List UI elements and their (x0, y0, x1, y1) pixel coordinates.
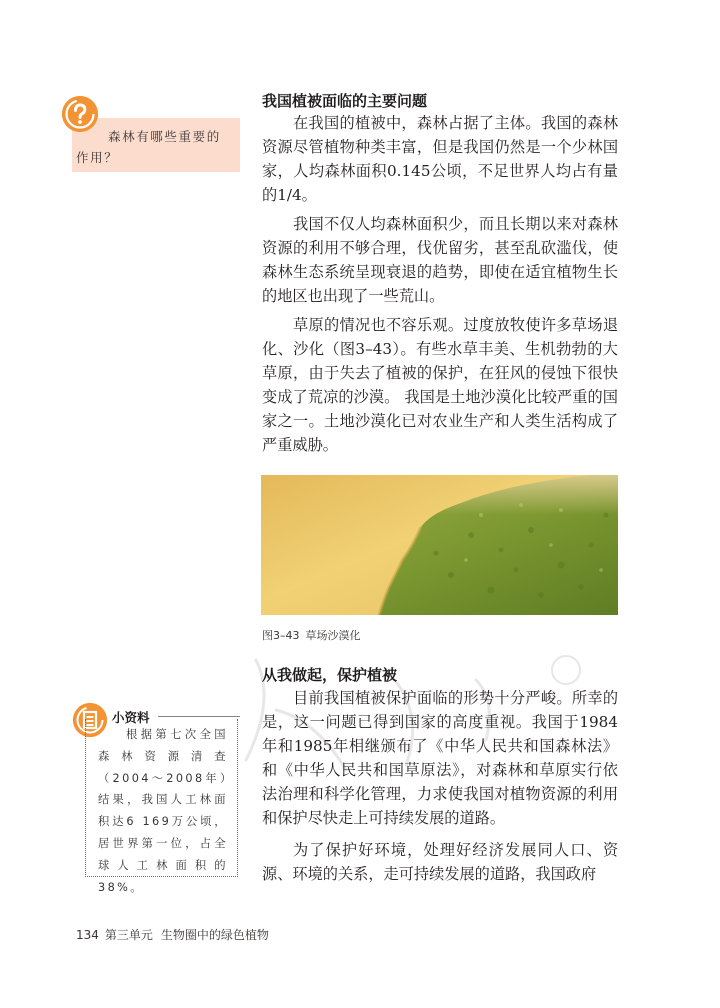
paragraph-protection-laws: 目前我国植被保护面临的形势十分严峻。所幸的是，这一问题已得到国家的高度重视。我国于1984年和1985年相继颁布了《中华人民共和国森林法》和《中华人民共和国草原法》，对森林和草原实行依法治理和科学化管理，力求使我国对植物资源的利用和保护尽快走上可持续发展的道路。 (262, 689, 618, 827)
paragraph-forest-use: 我国不仅人均森林面积少，而且长期以来对森林资源的利用不够合理，伐优留劣，甚至乱砍滥伐，使森林生态系统呈现衰退的趋势，即使在适宜植物生长的地区也出现了一些荒山。 (262, 215, 618, 305)
section-heading-protection: 从我做起，保护植被 (262, 666, 398, 684)
question-line-2: 作用？ (76, 150, 119, 165)
unit-title: 生物圈中的绿色植物 (160, 928, 269, 942)
figure-caption (262, 627, 361, 643)
figure-caption-text: 草场沙漠化 (305, 629, 361, 642)
info-box-text: 根据第七次全国森林资源清查（2004～2008年）结果，我国人工林面积达6 169万公顷，居世界第一位，占全球人工林面积的38%。 (98, 728, 228, 894)
unit-label: 第三单元 (104, 928, 153, 942)
paragraph-grassland: 草原的情况也不容乐观。过度放牧使许多草场退化、沙化（图3–43）。有些水草丰美、生机勃勃的大草原，由于失去了植被的保护，在狂风的侵蚀下很快变成了荒凉的沙漠。 我国是土地沙漠化比较严重的国家之一。土地沙漠化已对农业生产和人类生活构成了严重威胁。 (262, 316, 618, 454)
paragraph-sustainable-development: 为了保护好环境，处理好经济发展同人口、资源、环境的关系，走可持续发展的道路，我国政府 (262, 841, 618, 883)
page-footer (76, 926, 277, 943)
question-line-1: 森林有哪些重要的 (108, 129, 221, 144)
figure-number: 图3–43 (262, 629, 300, 642)
grassland-desertification-photo (261, 475, 618, 615)
info-box-title: 小资料 (112, 710, 150, 725)
info-title-divider (158, 716, 240, 717)
page-number: 134 (76, 928, 99, 942)
section-heading-problems: 我国植被面临的主要问题 (262, 92, 428, 110)
paragraph-forest-resources: 在我国的植被中，森林占据了主体。我国的森林资源尽管植物种类丰富，但是我国仍然是一个少林国家，人均森林面积0.145公顷，不足世界人均占有量的1/4。 (262, 114, 618, 204)
question-text (76, 126, 232, 168)
